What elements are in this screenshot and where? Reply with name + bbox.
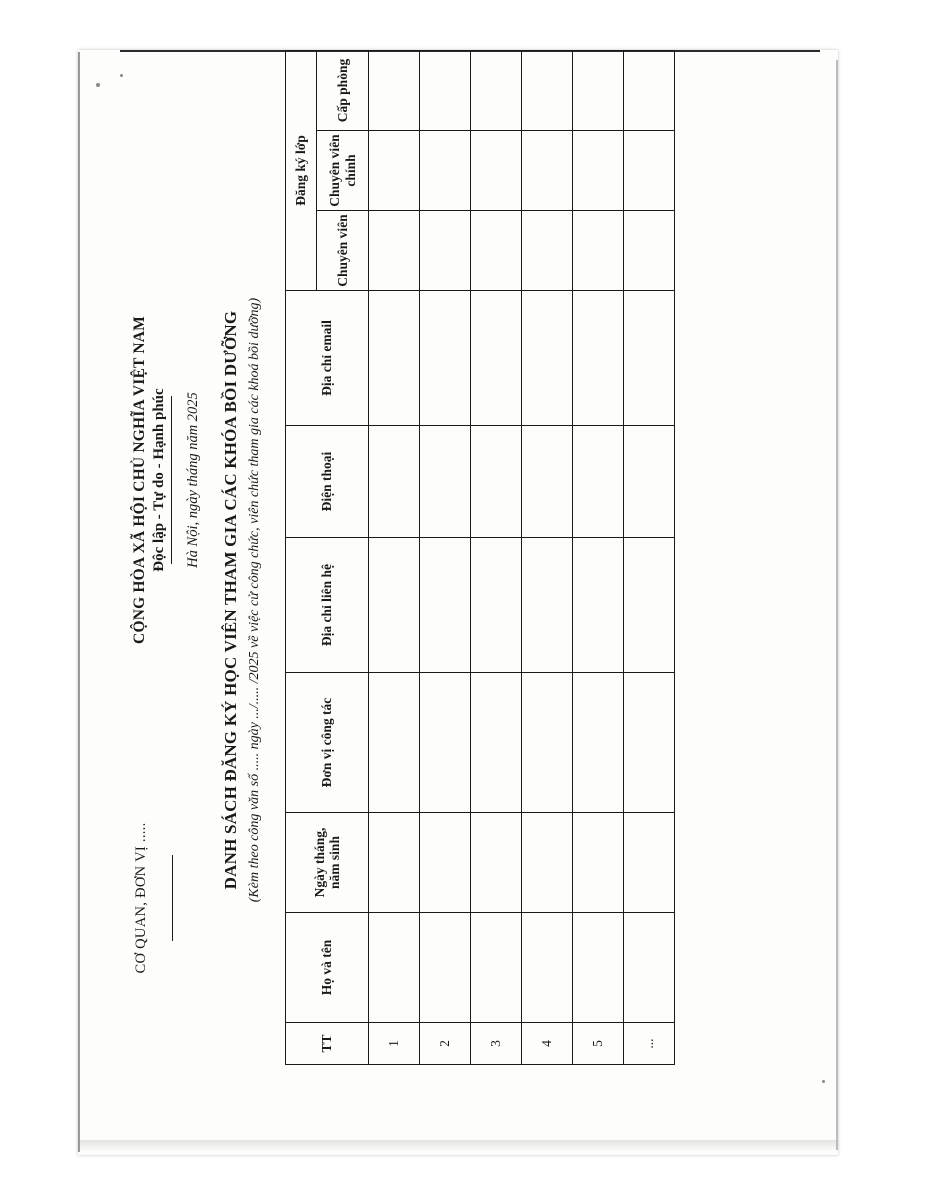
cell-chuyen-vien[interactable]	[624, 211, 675, 291]
cell-name[interactable]	[624, 913, 675, 1023]
table-row	[522, 50, 573, 1064]
header-organization-block	[133, 768, 173, 1028]
scan-speck	[120, 74, 123, 77]
col-header-email: Địa chỉ email	[286, 291, 369, 426]
cell-phone[interactable]	[573, 426, 624, 538]
cell-chuyen-vien[interactable]	[573, 211, 624, 291]
place-and-date: Hà Nội, ngày tháng năm 2025	[185, 392, 202, 568]
cell-name[interactable]	[522, 913, 573, 1023]
cell-address[interactable]	[624, 538, 675, 673]
table-row	[471, 50, 522, 1064]
table-row	[573, 50, 624, 1064]
cell-email[interactable]	[471, 291, 522, 426]
cell-email[interactable]	[522, 291, 573, 426]
table-row	[420, 50, 471, 1064]
col-header-phone: Điện thoại	[286, 426, 369, 538]
col-header-chuyen-vien-chinh: Chuyên viên chính	[317, 131, 369, 211]
scan-speck	[96, 83, 100, 87]
cell-unit[interactable]	[522, 673, 573, 813]
organization-underline	[172, 855, 173, 941]
cell-chuyen-vien[interactable]	[420, 211, 471, 291]
cell-name[interactable]	[573, 913, 624, 1023]
cell-chuyen-vien[interactable]	[471, 211, 522, 291]
cell-email[interactable]	[420, 291, 471, 426]
cell-phone[interactable]	[369, 426, 420, 538]
cell-cap-phong[interactable]	[573, 50, 624, 130]
cell-tt: 2	[420, 1023, 471, 1065]
country-name: CỘNG HÒA XÃ HỘI CHỦ NGHĨA VIỆT NAM	[131, 316, 148, 644]
col-header-class-registration: Đăng ký lớp	[286, 50, 317, 290]
registration-table	[285, 50, 675, 1065]
national-motto: Độc lập - Tự do - Hạnh phúc	[151, 388, 167, 572]
table-row	[369, 50, 420, 1064]
cell-unit[interactable]	[369, 673, 420, 813]
cell-name[interactable]	[369, 913, 420, 1023]
cell-dob[interactable]	[369, 813, 420, 913]
document-subtitle: (Kèm theo công văn số ..... ngày .../..... /2025 về việc cử công chức, viên chức tham gia các khoá bồi dưỡng)	[247, 297, 262, 903]
cell-dob[interactable]	[420, 813, 471, 913]
cell-tt: ...	[624, 1023, 675, 1065]
organization-name: CƠ QUAN, ĐƠN VỊ .....	[133, 822, 149, 974]
col-header-address: Địa chỉ liên hệ	[286, 538, 369, 673]
cell-chuyen-vien-chinh[interactable]	[369, 131, 420, 211]
col-header-name: Họ và tên	[286, 913, 369, 1023]
cell-phone[interactable]	[420, 426, 471, 538]
cell-dob[interactable]	[522, 813, 573, 913]
cell-cap-phong[interactable]	[522, 50, 573, 130]
document-title: DANH SÁCH ĐĂNG KÝ HỌC VIÊN THAM GIA CÁC KHÓA BỒI DƯỠNG	[221, 310, 240, 890]
cell-unit[interactable]	[624, 673, 675, 813]
cell-phone[interactable]	[522, 426, 573, 538]
cell-unit[interactable]	[471, 673, 522, 813]
cell-dob[interactable]	[471, 813, 522, 913]
cell-chuyen-vien-chinh[interactable]	[420, 131, 471, 211]
cell-cap-phong[interactable]	[471, 50, 522, 130]
cell-chuyen-vien-chinh[interactable]	[471, 131, 522, 211]
cell-chuyen-vien-chinh[interactable]	[624, 131, 675, 211]
cell-chuyen-vien[interactable]	[369, 211, 420, 291]
cell-phone[interactable]	[624, 426, 675, 538]
paper-right-edge	[836, 60, 838, 1150]
col-header-chuyen-vien: Chuyên viên	[317, 211, 369, 291]
cell-chuyen-vien-chinh[interactable]	[573, 131, 624, 211]
cell-chuyen-vien-chinh[interactable]	[522, 131, 573, 211]
table-group-header-row	[286, 50, 317, 1064]
cell-unit[interactable]	[573, 673, 624, 813]
cell-email[interactable]	[573, 291, 624, 426]
cell-name[interactable]	[420, 913, 471, 1023]
col-header-unit: Đơn vị công tác	[286, 673, 369, 813]
paper-left-edge	[78, 52, 80, 1152]
scan-speck	[822, 1080, 825, 1083]
header-national-block	[131, 270, 202, 690]
cell-phone[interactable]	[471, 426, 522, 538]
col-header-cap-phong: Cấp phòng	[317, 50, 369, 130]
col-header-tt: TT	[286, 1023, 369, 1065]
cell-chuyen-vien[interactable]	[522, 211, 573, 291]
cell-email[interactable]	[369, 291, 420, 426]
table-body	[369, 50, 675, 1064]
cell-email[interactable]	[624, 291, 675, 426]
cell-tt: 5	[573, 1023, 624, 1065]
document-body	[113, 58, 813, 1120]
cell-address[interactable]	[573, 538, 624, 673]
cell-tt: 3	[471, 1023, 522, 1065]
cell-dob[interactable]	[624, 813, 675, 913]
cell-address[interactable]	[420, 538, 471, 673]
table-row	[624, 50, 675, 1064]
cell-address[interactable]	[471, 538, 522, 673]
cell-tt: 1	[369, 1023, 420, 1065]
cell-address[interactable]	[522, 538, 573, 673]
cell-tt: 4	[522, 1023, 573, 1065]
cell-dob[interactable]	[573, 813, 624, 913]
col-header-dob: Ngày tháng, năm sinh	[286, 813, 369, 913]
cell-unit[interactable]	[420, 673, 471, 813]
paper-bottom-shadow	[80, 1140, 836, 1152]
cell-address[interactable]	[369, 538, 420, 673]
cell-cap-phong[interactable]	[369, 50, 420, 130]
cell-name[interactable]	[471, 913, 522, 1023]
cell-cap-phong[interactable]	[420, 50, 471, 130]
cell-cap-phong[interactable]	[624, 50, 675, 130]
motto-underline	[171, 396, 172, 564]
